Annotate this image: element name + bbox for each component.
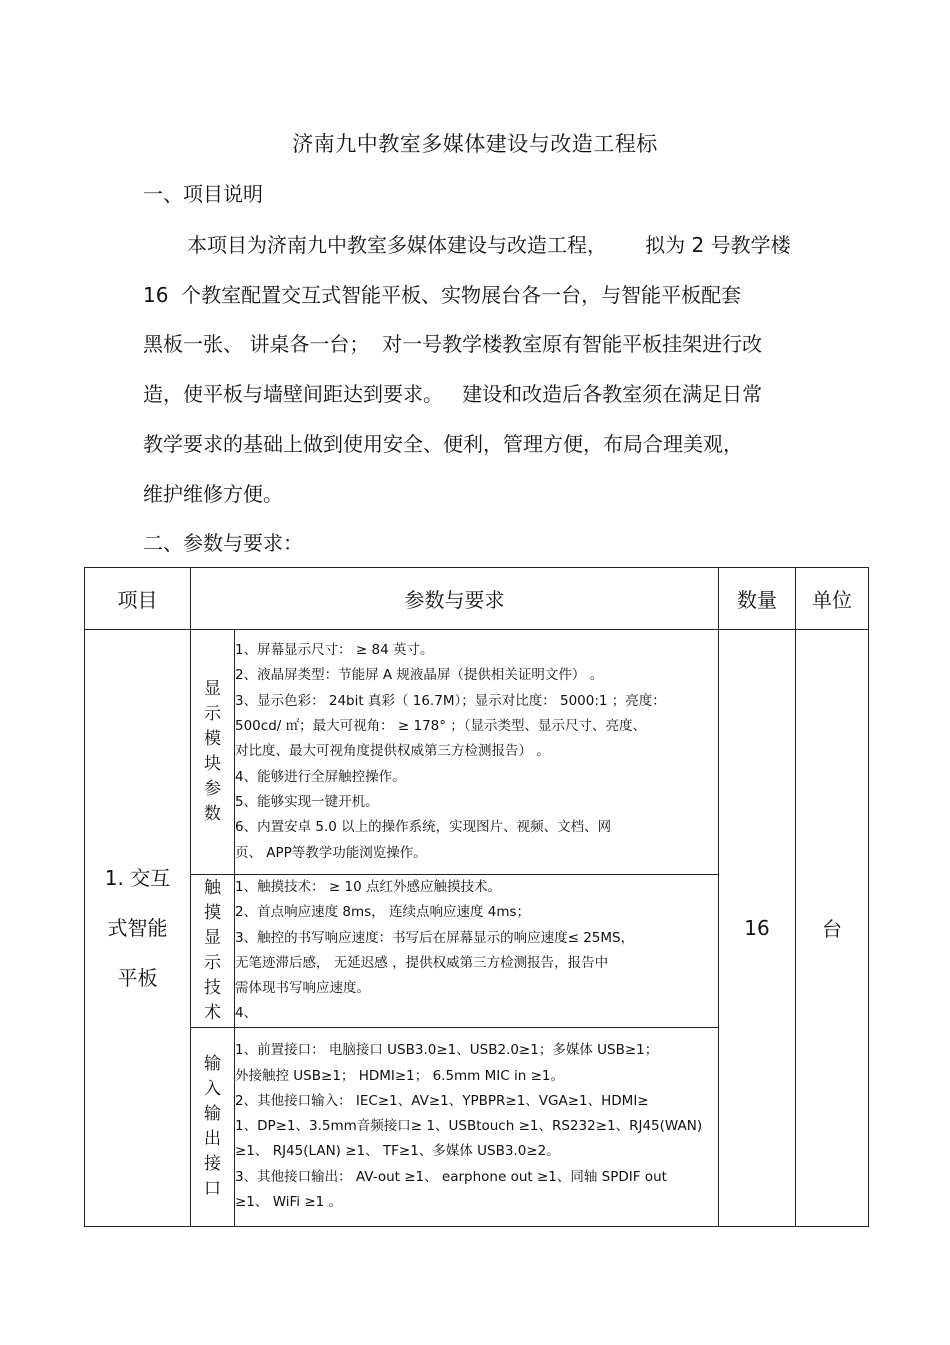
group-label-char: 技 [204,977,221,998]
paragraph-line: 造，使平板与墙壁间距达到要求。 建设和改造后各教室须在满足日常 [143,382,763,406]
spec-line: 4、 [235,1005,258,1022]
spec-table [84,567,869,1227]
group-label-char: 接 [204,1153,221,1174]
spec-line: 1、屏幕显示尺寸： ≥ 84 英寸。 [235,642,434,659]
spec-line: 1、DP≥1、3.5mm音频接口≥ 1、USBtouch ≥1、RS232≥1、RJ45(WAN) [235,1118,703,1135]
spec-line: 对比度、最大可视角度提供权威第三方检测报告） 。 [235,743,550,760]
group-label-char: 数 [204,804,221,824]
group-label-char: 入 [204,1078,221,1099]
group-label-char: 输 [204,1053,221,1074]
section-heading-project: 一、项目说明 [143,182,263,206]
item-name-line: 式智能 [107,915,168,940]
group-label-char: 模 [204,729,221,749]
paragraph-line: 黑板一张、 讲桌各一台； 对一号教学楼教室原有智能平板挂架进行改 [143,332,763,356]
paragraph-line: 本项目为济南九中教室多媒体建设与改造工程， 拟为 2 号教学楼 [187,233,791,257]
spec-line: 1、前置接口： 电脑接口 USB3.0≥1、USB2.0≥1；多媒体 USB≥1； [235,1042,659,1059]
spec-line: 3、其他接口输出： AV-out ≥1、 earphone out ≥1、同轴 SPDIF out [235,1168,667,1185]
spec-line: 4、能够进行全屏触控操作。 [235,768,406,785]
spec-line: 2、液晶屏类型：节能屏 A 规液晶屏（提供相关证明文件） 。 [235,667,604,684]
header-qty: 数量 [719,568,796,630]
group-label-char: 块 [204,754,221,774]
paragraph-line: 维护维修方便。 [143,482,283,506]
item-name-cell [85,630,191,1227]
group-label-char: 出 [204,1128,221,1149]
item-name-line: 平板 [117,965,158,990]
group-label-char: 显 [204,679,221,699]
group-label-char: 口 [204,1178,221,1199]
spec-line: 2、其他接口输入： IEC≥1、AV≥1、YPBPR≥1、VGA≥1、HDMI≥ [235,1092,649,1109]
spec-line: 2、首点响应速度 8ms， 连续点响应速度 4ms； [235,904,531,921]
spec-line: 1、触摸技术： ≥ 10 点红外感应触摸技术。 [235,879,501,895]
group-label-char: 触 [204,877,221,898]
paragraph-line: 16 个教室配置交互式智能平板、实物展台各一台，与智能平板配套 [143,283,742,307]
unit-cell: 台 [796,630,869,1227]
spec-line: ≥1、 RJ45(LAN) ≥1、 TF≥1、多媒体 USB3.0≥2。 [235,1143,560,1160]
table-row [85,630,869,875]
quantity-cell: 16 [719,630,796,1227]
group-label-char: 示 [204,952,221,973]
table-header-row [85,568,869,630]
header-item: 项目 [85,568,191,630]
group-label-char: 示 [204,704,221,724]
group-detail-touch [235,875,719,1028]
spec-line: ≥1、 WiFi ≥1 。 [235,1194,343,1211]
group-detail-io [235,1027,719,1226]
spec-line: 无笔迹滞后感， 无延迟感 ，提供权威第三方检测报告，报告中 [235,954,609,971]
spec-line: 页、 APP等教学功能浏览操作。 [235,844,427,861]
group-label-touch [191,875,235,1028]
group-label-char: 术 [204,1002,221,1023]
item-name-line: 1. 交互 [104,865,171,890]
document-title: 济南九中教室多媒体建设与改造工程标 [292,132,658,156]
header-unit: 单位 [796,568,869,630]
header-params: 参数与要求 [191,568,719,630]
paragraph-line: 教学要求的基础上做到使用安全、便利，管理方便，布局合理美观， [143,432,743,456]
spec-line: 6、内置安卓 5.0 以上的操作系统，实现图片、视频、文档、网 [235,819,612,836]
spec-line: 外接触控 USB≥1； HDMI≥1； 6.5mm MIC in ≥1。 [235,1067,564,1084]
spec-line: 3、触控的书写响应速度：书写后在屏幕显示的响应速度≤ 25MS， [235,929,635,946]
group-detail-display [235,630,719,875]
section-heading-params: 二、参数与要求： [143,531,303,555]
group-label-char: 显 [204,927,221,948]
spec-line: 3、显示色彩： 24bit 真彩（ 16.7M）；显示对比度： 5000:1 ；亮度： [235,692,666,709]
spec-line: 500cd/ ㎡；最大可视角： ≥ 178° ；（显示类型、显示尺寸、亮度、 [235,718,647,735]
group-label-display [191,630,235,875]
group-label-char: 输 [204,1103,221,1124]
spec-line: 需体现书写响应速度。 [235,980,370,997]
spec-line: 5、能够实现一键开机。 [235,793,379,810]
group-label-char: 参 [204,779,221,799]
group-label-io [191,1027,235,1226]
group-label-char: 摸 [204,902,221,923]
